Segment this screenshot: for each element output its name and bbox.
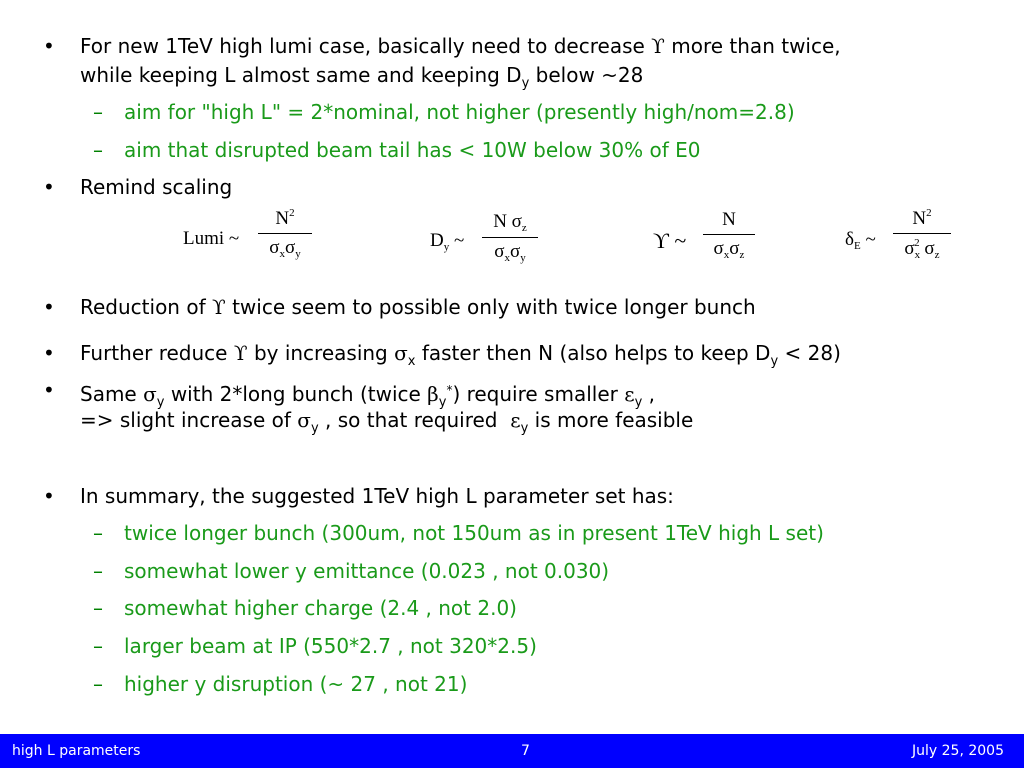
epsilon-symbol: ε — [624, 382, 635, 406]
summary-item: larger beam at IP (550*2.7 , not 320*2.5) — [124, 634, 537, 658]
subscript: y — [770, 354, 779, 369]
fraction-bar — [703, 234, 755, 235]
text: while keeping L almost same and keeping D — [80, 63, 522, 87]
subscript: x — [723, 249, 730, 261]
page-number: 7 — [521, 743, 530, 759]
sigma-symbol: σ — [143, 382, 157, 406]
tilde: ~ — [865, 229, 876, 250]
subscript: y — [520, 252, 526, 264]
bullet-marker: • — [43, 295, 55, 319]
text: is more feasible — [534, 408, 694, 432]
text: D — [430, 230, 444, 251]
formula-upsilon-fraction — [703, 209, 755, 261]
bullet-1-line-2 — [80, 63, 643, 96]
text: ) require smaller — [452, 382, 618, 406]
text: => slight increase of — [80, 408, 291, 432]
text: , — [648, 382, 656, 406]
denominator: σ — [494, 241, 505, 262]
bullet-marker: • — [43, 175, 55, 199]
denominator: σ — [510, 241, 521, 262]
subscript: y — [310, 421, 319, 436]
text: Same — [80, 382, 137, 406]
text: twice seem to possible only with twice longer bunch — [232, 295, 756, 319]
formula-delta-fraction — [893, 207, 951, 261]
dash-marker: – — [93, 100, 103, 124]
text: < 28) — [784, 341, 841, 365]
tilde: ~ — [453, 230, 465, 251]
text: Reduction of — [80, 295, 206, 319]
superscript: 2 — [914, 237, 920, 249]
superscript: 2 — [926, 207, 932, 219]
subscript: x — [504, 252, 510, 264]
sigma-symbol: σ — [394, 341, 408, 365]
subscript: z — [521, 222, 527, 234]
bullet-2: Remind scaling — [80, 175, 233, 199]
denominator: σ — [904, 238, 915, 259]
dash-marker: – — [93, 596, 103, 620]
summary-item: higher y disruption (~ 27 , not 21) — [124, 672, 468, 696]
subscript: E — [853, 240, 861, 252]
text: δ — [845, 229, 854, 250]
formula-upsilon-lhs: ϒ ~ — [653, 228, 687, 253]
sub-bullet-1: aim for "high L" = 2*nominal, not higher (presently high/nom=2.8) — [124, 100, 795, 124]
subscript: z — [739, 249, 745, 261]
summary-item: somewhat lower y emittance (0.023 , not 0.030) — [124, 559, 610, 583]
text: more than twice, — [671, 34, 841, 58]
beta-symbol: β — [427, 382, 439, 406]
text: by increasing — [253, 341, 388, 365]
subscript: x — [407, 354, 416, 369]
numerator: N σ — [493, 211, 522, 232]
numerator: N — [722, 209, 736, 230]
text: faster then N (also helps to keep D — [421, 341, 771, 365]
upsilon-symbol: ϒ — [211, 295, 226, 319]
formula-dy-lhs — [430, 230, 464, 253]
subscript: y — [156, 395, 165, 410]
epsilon-symbol: ε — [510, 408, 521, 432]
text: with 2*long bunch (twice — [170, 382, 421, 406]
denominator: σ — [713, 238, 724, 259]
dash-marker: – — [93, 138, 103, 162]
bullet-6: In summary, the suggested 1TeV high L parameter set has: — [80, 484, 674, 508]
subscript: y — [438, 395, 447, 410]
bullet-1-line-1 — [80, 34, 841, 58]
formula-lumi-lhs: Lumi ~ — [183, 228, 240, 249]
dash-marker: – — [93, 672, 103, 696]
bullet-3 — [80, 295, 756, 319]
text: below ~28 — [535, 63, 644, 87]
dash-marker: – — [93, 634, 103, 658]
denominator: σ — [729, 238, 740, 259]
formula-delta-lhs — [845, 229, 876, 252]
superscript: * — [446, 383, 453, 397]
text: , so that required — [325, 408, 498, 432]
subscript: x — [914, 249, 921, 261]
footer-bar — [0, 734, 1024, 768]
bullet-marker: • — [43, 378, 55, 402]
fraction-bar — [258, 233, 312, 234]
denominator: σ — [285, 237, 296, 258]
denominator: σ — [269, 237, 280, 258]
subscript: y — [634, 395, 643, 410]
superscript: 2 — [289, 207, 295, 219]
dash-marker: – — [93, 559, 103, 583]
numerator: N — [275, 208, 290, 229]
subscript: x — [279, 248, 285, 260]
sigma-symbol: σ — [297, 408, 311, 432]
bullet-marker: • — [43, 341, 55, 365]
subscript: y — [443, 241, 450, 253]
subscript: z — [934, 249, 940, 261]
bullet-5-line-2 — [80, 408, 693, 441]
fraction-bar — [482, 237, 538, 238]
summary-item: twice longer bunch (300um, not 150um as in present 1TeV high L set) — [124, 521, 824, 545]
upsilon-symbol: ϒ — [233, 341, 248, 365]
upsilon-symbol: ϒ — [651, 34, 665, 58]
footer-title: high L parameters — [12, 743, 141, 759]
subscript: y — [520, 421, 529, 436]
subscript: y — [295, 248, 301, 260]
footer-date: July 25, 2005 — [912, 743, 1004, 759]
formula-dy-fraction — [482, 211, 538, 264]
bullet-marker: • — [43, 34, 55, 58]
denominator: σ — [924, 238, 935, 259]
text: For new 1TeV high lumi case, basically need to decrease — [80, 34, 645, 58]
bullet-marker: • — [43, 484, 55, 508]
numerator: N — [912, 208, 927, 229]
subscript: y — [521, 76, 530, 91]
bullet-4 — [80, 341, 841, 374]
text: Further reduce — [80, 341, 228, 365]
summary-item: somewhat higher charge (2.4 , not 2.0) — [124, 596, 517, 620]
dash-marker: – — [93, 521, 103, 545]
fraction-bar — [893, 233, 951, 234]
formula-lumi-fraction — [258, 207, 312, 260]
sub-bullet-2: aim that disrupted beam tail has < 10W below 30% of E0 — [124, 138, 701, 162]
